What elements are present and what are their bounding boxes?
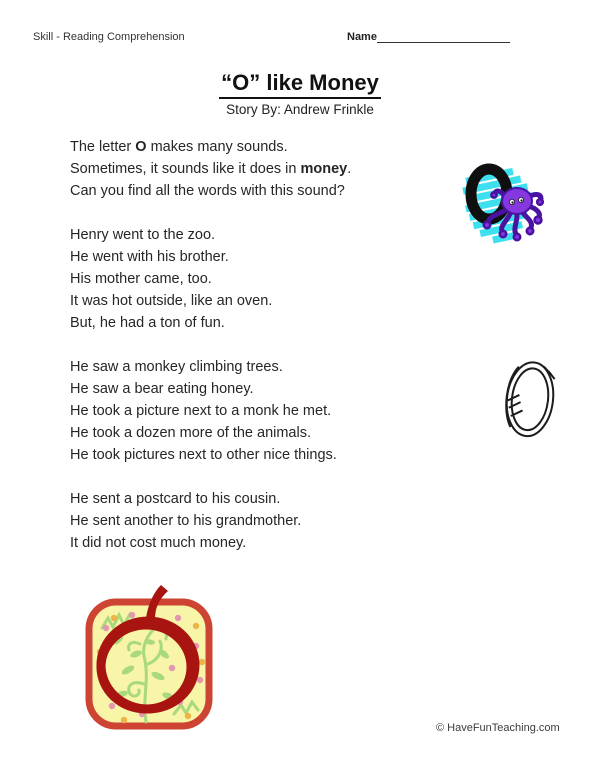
story-line: His mother came, too. bbox=[70, 271, 212, 287]
name-label: Name bbox=[347, 31, 377, 43]
footer-credit: © HaveFunTeaching.com bbox=[436, 722, 560, 734]
skill-label: Skill - Reading Comprehension bbox=[33, 31, 185, 43]
story-line: Sometimes, it sounds like it does in money. bbox=[70, 161, 352, 177]
page-title: “O” like Money bbox=[219, 70, 381, 99]
name-field bbox=[347, 31, 510, 43]
name-blank-line bbox=[377, 31, 510, 43]
octopus-letter-o-image bbox=[460, 160, 548, 250]
byline: Story By: Andrew Frinkle bbox=[226, 102, 374, 117]
story-line: He saw a monkey climbing trees. bbox=[70, 359, 283, 375]
story-line: He went with his brother. bbox=[70, 249, 229, 265]
story-paragraph bbox=[70, 136, 351, 202]
story-line: He took a picture next to a monk he met. bbox=[70, 403, 332, 419]
story-line: He sent a postcard to his cousin. bbox=[70, 491, 281, 507]
story-line: Henry went to the zoo. bbox=[70, 227, 216, 243]
story-paragraph bbox=[70, 488, 351, 554]
story-line: It was hot outside, like an oven. bbox=[70, 293, 273, 309]
story-line: He took a dozen more of the animals. bbox=[70, 425, 311, 441]
story-paragraph bbox=[70, 356, 351, 466]
story-line: The letter O makes many sounds. bbox=[70, 139, 288, 155]
story-line: He saw a bear eating honey. bbox=[70, 381, 254, 397]
letter-o-card-image bbox=[82, 582, 216, 732]
story-line: Can you find all the words with this sound? bbox=[70, 183, 345, 199]
story-line: He sent another to his grandmother. bbox=[70, 513, 302, 529]
story-line: But, he had a ton of fun. bbox=[70, 315, 225, 331]
ring-image bbox=[497, 356, 559, 442]
story-paragraph bbox=[70, 224, 351, 334]
story-line: He took pictures next to other nice things. bbox=[70, 447, 337, 463]
story bbox=[70, 136, 351, 576]
story-line: It did not cost much money. bbox=[70, 535, 247, 551]
